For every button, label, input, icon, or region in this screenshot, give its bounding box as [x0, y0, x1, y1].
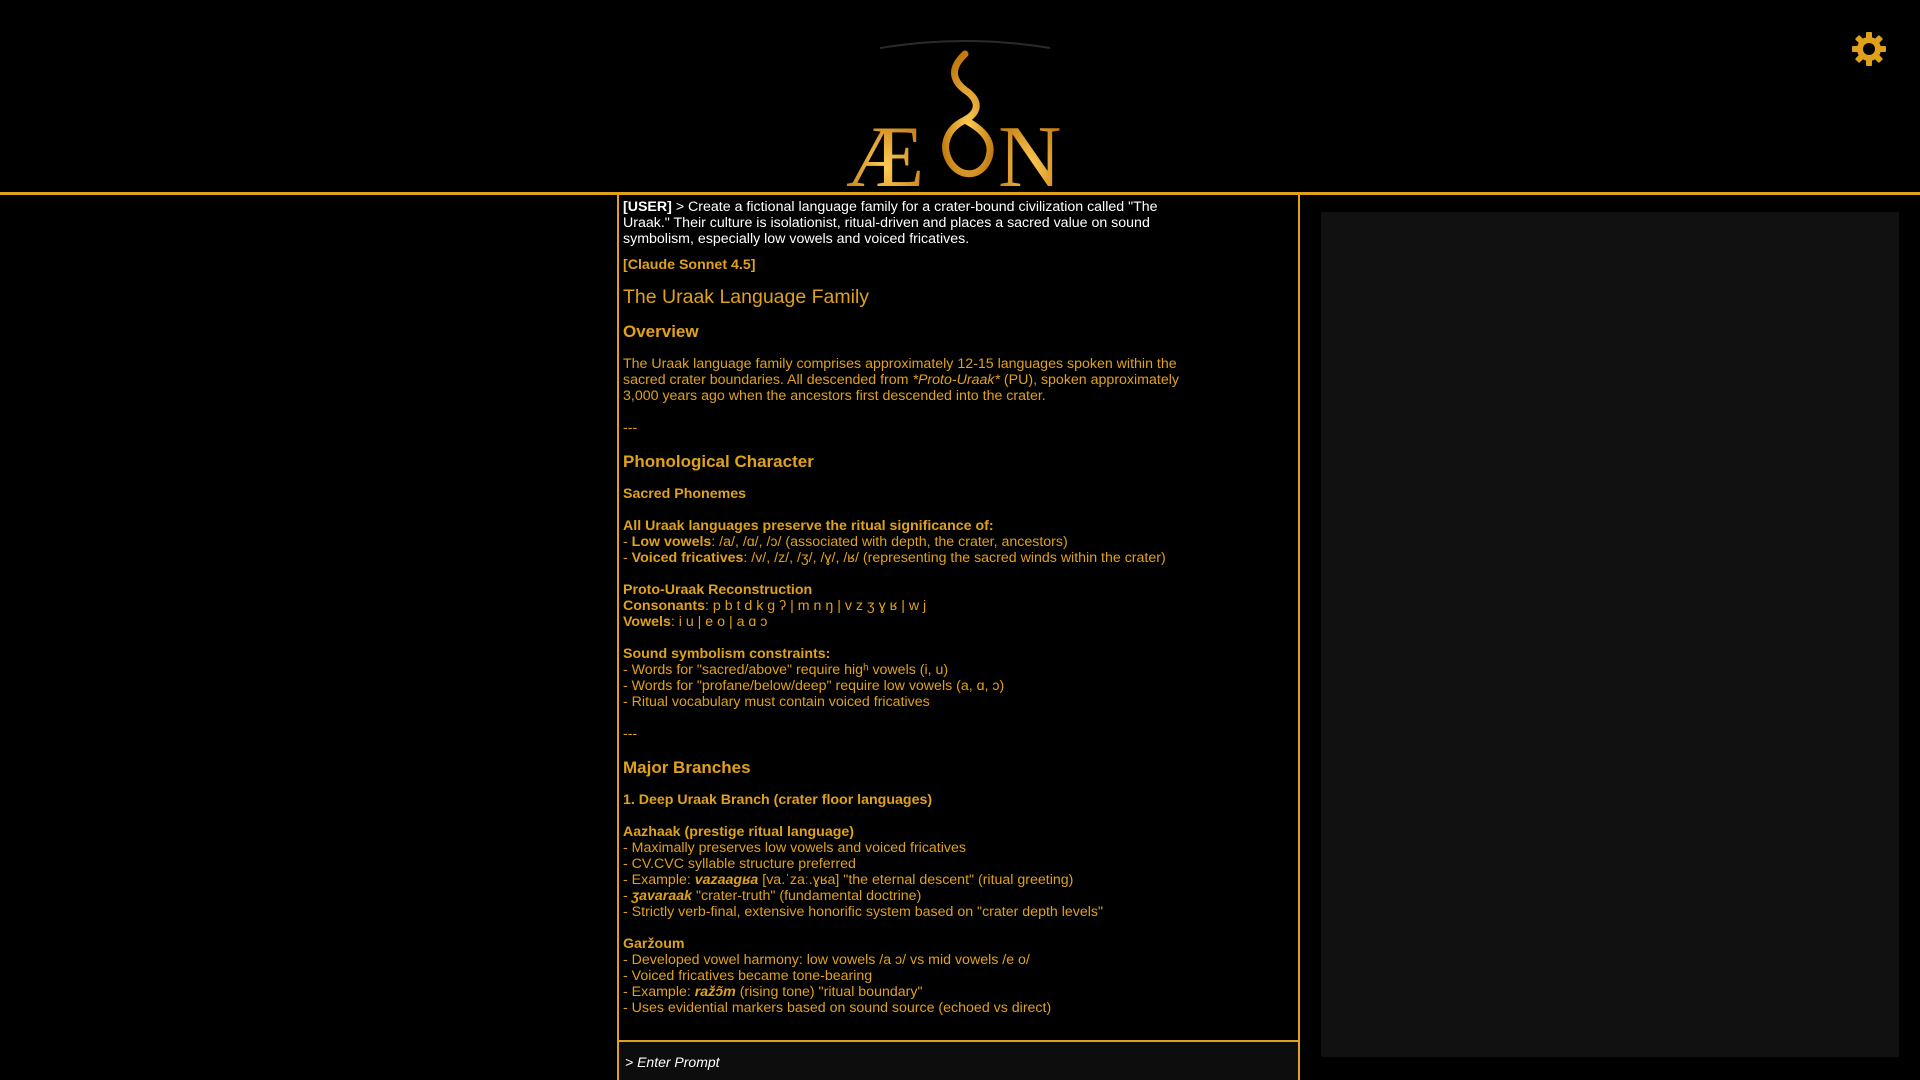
settings-button[interactable] — [1849, 29, 1889, 69]
chat-panel[interactable] — [617, 195, 1300, 1040]
side-panel — [1321, 212, 1899, 1057]
assistant-tag: [Claude Sonnet 4.5] — [623, 257, 756, 273]
phonology-heading: Phonological Character — [623, 452, 814, 471]
sound-block: Sound symbolism constraints: - Words for "sacred/above" require higʰ vowels (i, u) - Words for "profane/below/deep" require low vowels (a, ɑ, ɔ) - Ritual vocabulary must contain voiced fricatives — [623, 646, 1005, 710]
garzoum-block: Garžoum - Developed vowel harmony: low vowels /a ɔ/ vs mid vowels /e o/ - Voiced fricatives became tone-bearing - Example: ražɔ̃m (rising tone) "ritual boundary" - Uses evidential markers based on sound source (echoed vs direct) — [623, 936, 1052, 1016]
overview-heading: Overview — [623, 322, 699, 341]
svg-text:N: N — [998, 109, 1062, 190]
separator: --- — [623, 420, 638, 436]
prompt-input[interactable] — [623, 1050, 1287, 1074]
overview-paragraph: The Uraak language family comprises approximately 12-15 languages spoken within the sacred crater boundaries. All descended from *Proto-Uraak* (PU), spoken approximately 3,000 years ago when the ancestors first descended into the crater. — [623, 356, 1179, 404]
svg-text:Æ: Æ — [846, 109, 925, 190]
app-header — [0, 0, 1920, 193]
branches-heading: Major Branches — [623, 758, 751, 777]
aeon-logo — [840, 40, 1090, 190]
proto-block: Proto-Uraak Reconstruction Consonants: p b t d k g ʔ | m n ŋ | v z ʒ ɣ ʁ | w j Vowels: i u | e o | a ɑ ɔ — [623, 582, 927, 630]
preserve-block: All Uraak languages preserve the ritual significance of: - Low vowels: /a/, /ɑ/, /ɔ/ (associated with depth, the crater, ancestors) - Voiced fricatives: /v/, /z/, /ʒ/, /ɣ/, /ʁ/ (representing the sacred winds within the crater) — [623, 518, 1166, 566]
user-message-text: > Create a fictional language family for a crater-bound civilization called "The Uraak." Their culture is isolationist, ritual-driven and places a sacred value on sound symbolism, especially low vowels and voiced fricatives. — [623, 199, 1158, 247]
svg-text:ÆON: ÆON — [840, 40, 843, 41]
sacred-phonemes-heading: Sacred Phonemes — [623, 486, 747, 502]
response-title: The Uraak Language Family — [623, 286, 870, 308]
prompt-bar — [617, 1040, 1300, 1080]
gear-icon — [1849, 29, 1889, 69]
aazhaak-block: Aazhaak (prestige ritual language) - Maximally preserves low vowels and voiced fricatives - CV.CVC syllable structure preferred - Example: vazaagʁa [va.ˈzaː.ɣʁa] "the eternal descent" (ritual greeting) - ʒavaraak "crater-truth" (fundamental doctrine) - Strictly verb-final, extensive honorific system based on "crater depth levels" — [623, 824, 1104, 920]
chat-transcript — [619, 195, 1187, 1016]
user-message — [623, 199, 1183, 247]
separator: --- — [623, 726, 638, 742]
deep-branch-heading: 1. Deep Uraak Branch (crater floor languages) — [623, 792, 933, 808]
user-tag: [USER] — [623, 199, 672, 215]
